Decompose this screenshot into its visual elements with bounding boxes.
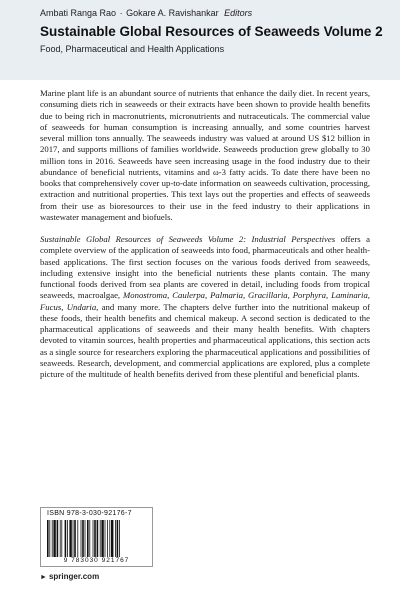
barcode-bar [81,520,82,557]
barcode-bar [77,520,78,557]
barcode-bar [87,520,89,557]
arrow-right-icon: ► [40,574,47,581]
barcode-bar [60,520,61,557]
barcode-bar [52,520,53,557]
barcode-bar [82,520,84,557]
back-cover-description [40,88,370,380]
barcode-image [45,520,148,557]
editor-name: Gokare A. Ravishankar [126,8,219,18]
barcode-bar [89,520,90,557]
barcode-bar [100,520,101,557]
isbn-barcode-box [40,507,153,567]
editor-separator: · [119,8,123,18]
book-title-reference: Sustainable Global Resources of Seaweeds Volume 2: Industrial Perspectives [40,234,336,244]
barcode-bar [97,520,99,557]
barcode-bar [109,520,110,557]
barcode-bar [111,520,113,557]
barcode-bar [69,520,71,557]
barcode-bar [94,520,96,557]
barcode-bar [67,520,68,557]
description-paragraph: Sustainable Global Resources of Seaweeds Volume 2: Industrial Perspectives offers a complete overview of the application of seaweeds into food, pharmaceuticals and other health-based applications. The first section focuses on the various foods derived from seaweeds, including extensive insight into the beneficial nutrients these plants contain. The many functional foods derived from sea plants are covered in detail, including foods from tropical seaweeds, macroalgae, Monostroma, Caulerpa, Palmaria, Gracillaria, Porphyra, Laminaria, Fucus, Undaria, and many more. The chapters delve further into the nutritional makeup of these foods, their health benefits and chemical makeup. A second section is dedicated to the pharmaceutical applications of seaweeds and their many health benefits. With chapters devoted to vitamin sources, health properties and pharmaceutical applications, this section acts as a single source for researchers exploring the pharmaceutical applications and possibilities of seaweeds. Research, development, and commercial applications are explored, plus a complete picture of the multitude of health benefits derived from these plentiful and beneficial plants. [40,234,371,379]
barcode-bar [101,520,103,557]
header-band [0,0,400,80]
barcode-bar [49,520,50,557]
barcode-bar [117,520,119,557]
barcode-bar [61,520,62,557]
publisher-url: springer.com [48,572,100,581]
barcode-bar [105,520,106,557]
barcode-bar [47,520,49,557]
editor-name: Ambati Ranga Rao [40,8,117,18]
barcode-bar [65,520,67,557]
barcode-digits: 9 783030 921767 [63,557,130,564]
book-title: Sustainable Global Resources of Seaweeds Volume 2 [40,24,383,39]
book-subtitle: Food, Pharmaceutical and Health Applications [40,44,225,54]
description-paragraph: Marine plant life is an abundant source of nutrients that enhance the daily diet. In recent years, consuming diets rich in seaweeds or their extracts have been shown to provide health benefits due to being rich in macronutrients, micronutrients and nutraceuticals. The commercial value of seaweeds for human consumption is increasing annually, and some countries harvest several million tons annually. The seaweeds industry was valued at around US $12 billion in 2017, and supports millions of families worldwide. Seaweeds production grew globally to 30 million tons in 2016. Seaweeds have seen increasing usage in the food industry due to their abundance of beneficial nutrients, vitamins and ω-3 fatty acids. To date there have been no books that comprehensively cover up-to-date information on seaweeds cultivation, processing, extraction and nutritional properties. This text lays out the properties and effects of seaweeds from their use as bioresources to their use in the feed industry to their applications in wastewater management and biofuels. [40,88,370,222]
barcode-bar [53,520,55,557]
barcode-bar [85,520,86,557]
barcode-bar [107,520,108,557]
barcode-bar [115,520,116,557]
barcode-bar [93,520,94,557]
isbn-label: ISBN 978-3-030-92176-7 [47,510,132,517]
barcode-bar [57,520,59,557]
barcode-bar [73,520,74,557]
barcode-bar [74,520,76,557]
barcode-bar [119,520,120,557]
editors-line [40,8,252,18]
seaweed-genera-list: Monostroma, Caulerpa, Palmaria, Gracillaria, Porphyra, Laminaria, Fucus, Undaria, [40,290,370,312]
editors-role: Editors [224,8,253,18]
publisher-link[interactable] [40,572,99,581]
